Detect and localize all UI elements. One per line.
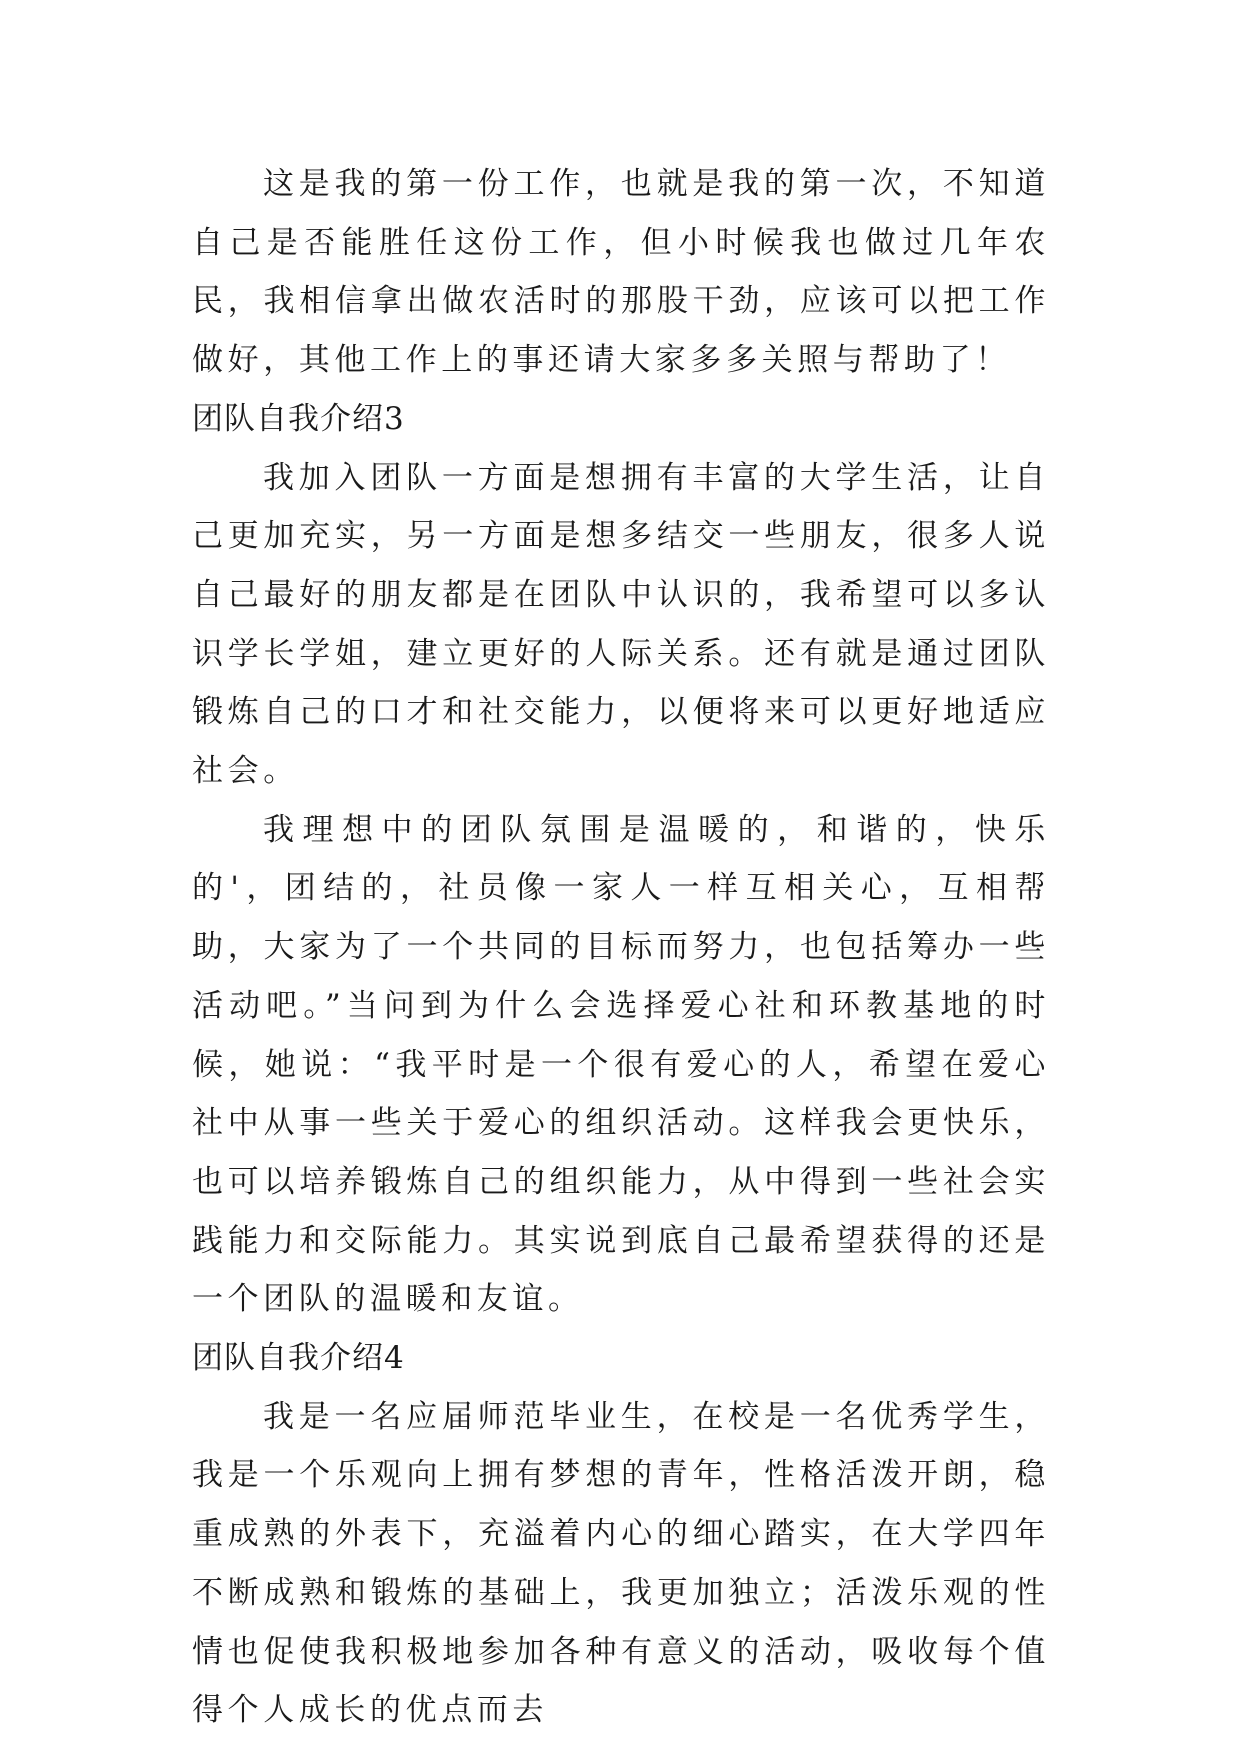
document-body [192, 155, 1050, 1740]
paragraph-1: 这是我的第一份工作，也就是我的第一次，不知道自己是否能胜任这份工作，但小时候我也做过几年农民，我相信拿出做农活时的那股干劲，应该可以把工作做好，其他工作上的事还请大家多多关照与帮助了！ [192, 166, 1050, 379]
paragraph-3: 我理想中的团队氛围是温暖的，和谐的，快乐的'，团结的，社员像一家人一样互相关心，互相帮助，大家为了一个共同的目标而努力，也包括筹办一些活动吧。”当问到为什么会选择爱心社和环教基地的时候，她说：“我平时是一个很有爱心的人，希望在爱心社中从事一些关于爱心的组织活动。这样我会更快乐，也可以培养锻炼自己的组织能力，从中得到一些社会实践能力和交际能力。其实说到底自己最希望获得的还是一个团队的温暖和友谊。 [192, 811, 1050, 1318]
paragraph-2: 我加入团队一方面是想拥有丰富的大学生活，让自己更加充实，另一方面是想多结交一些朋友，很多人说自己最好的朋友都是在团队中认识的，我希望可以多认识学长学姐，建立更好的人际关系。还有就是通过团队锻炼自己的口才和社交能力，以便将来可以更好地适应社会。 [192, 459, 1050, 790]
section-heading-3: 团队自我介绍3 [192, 400, 405, 437]
section-heading-4: 团队自我介绍4 [192, 1340, 405, 1377]
paragraph-4: 我是一名应届师范毕业生，在校是一名优秀学生，我是一个乐观向上拥有梦想的青年，性格活泼开朗，稳重成熟的外表下，充溢着内心的细心踏实，在大学四年不断成熟和锻炼的基础上，我更加独立；活泼乐观的性情也促使我积极地参加各种有意义的活动，吸收每个值得个人成长的优点而去 [192, 1398, 1050, 1729]
